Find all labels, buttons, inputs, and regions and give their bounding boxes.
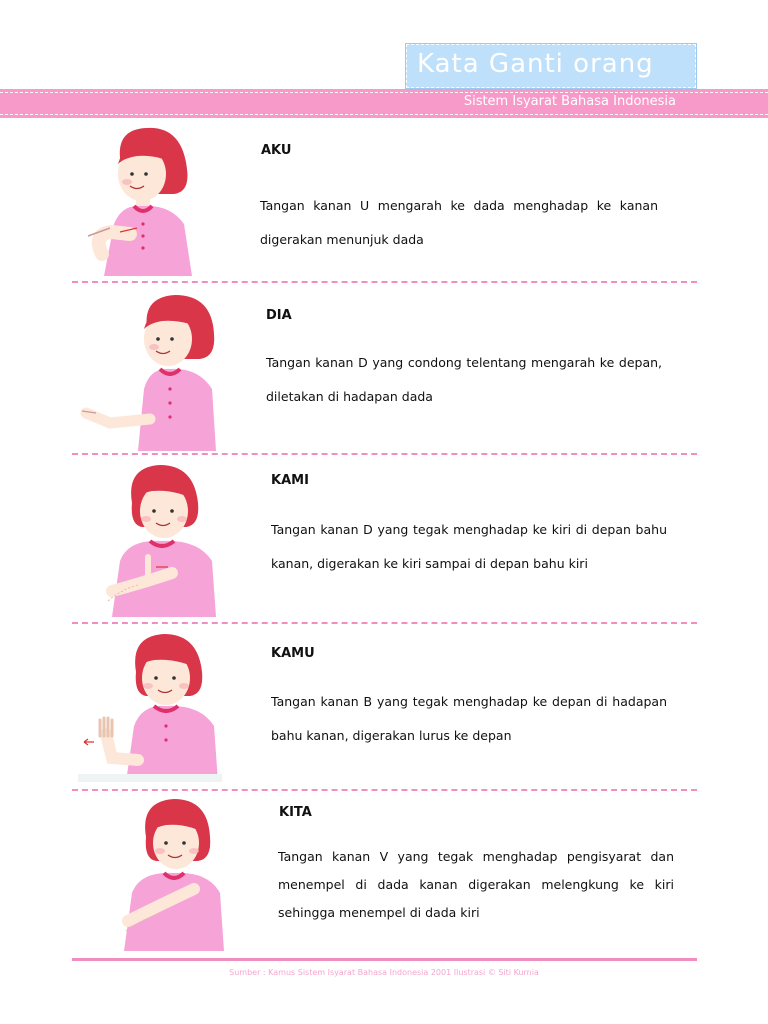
illustration-kita [122, 797, 226, 951]
illustration-kamu [78, 630, 222, 782]
term-kamu: KAMU [271, 646, 315, 661]
description-kita: Tangan kanan V yang tegak menghadap pengisyarat dan menempel di dada kanan digerakan melengkung ke kiri sehingga menempel di dada kiri [278, 849, 674, 920]
separator-4 [72, 789, 697, 791]
separator-1 [72, 281, 697, 283]
page-subtitle: Sistem Isyarat Bahasa Indonesia [463, 94, 676, 109]
description-kamu: Tangan kanan B yang tegak menghadap ke depan di hadapan bahu kanan, digerakan lurus ke depan [271, 694, 667, 743]
illustration-aku [82, 124, 204, 276]
illustration-dia [80, 289, 220, 451]
title-box [406, 44, 696, 88]
separator-3 [72, 622, 697, 624]
description-kami: Tangan kanan D yang tegak menghadap ke kiri di depan bahu kanan, digerakan ke kiri sampai di depan bahu kiri [271, 522, 667, 571]
term-dia: DIA [266, 308, 292, 323]
term-kita: KITA [279, 805, 312, 820]
term-kami: KAMI [271, 473, 309, 488]
footer-source: Sumber : Kamus Sistem Isyarat Bahasa Indonesia 2001 Ilustrasi © Siti Kurnia [229, 968, 539, 977]
description-aku: Tangan kanan U mengarah ke dada menghadap ke kanan digerakan menunjuk dada [260, 198, 658, 247]
band-dash-bottom [0, 114, 768, 115]
description-dia: Tangan kanan D yang condong telentang mengarah ke depan, diletakan di hadapan dada [266, 355, 662, 404]
illustration-kami [102, 461, 220, 617]
band-dash-top [0, 92, 768, 93]
page-title: Kata Ganti orang [417, 49, 654, 79]
separator-2 [72, 453, 697, 455]
header-band [0, 89, 768, 118]
footer-line [72, 958, 697, 961]
term-aku: AKU [261, 143, 292, 158]
